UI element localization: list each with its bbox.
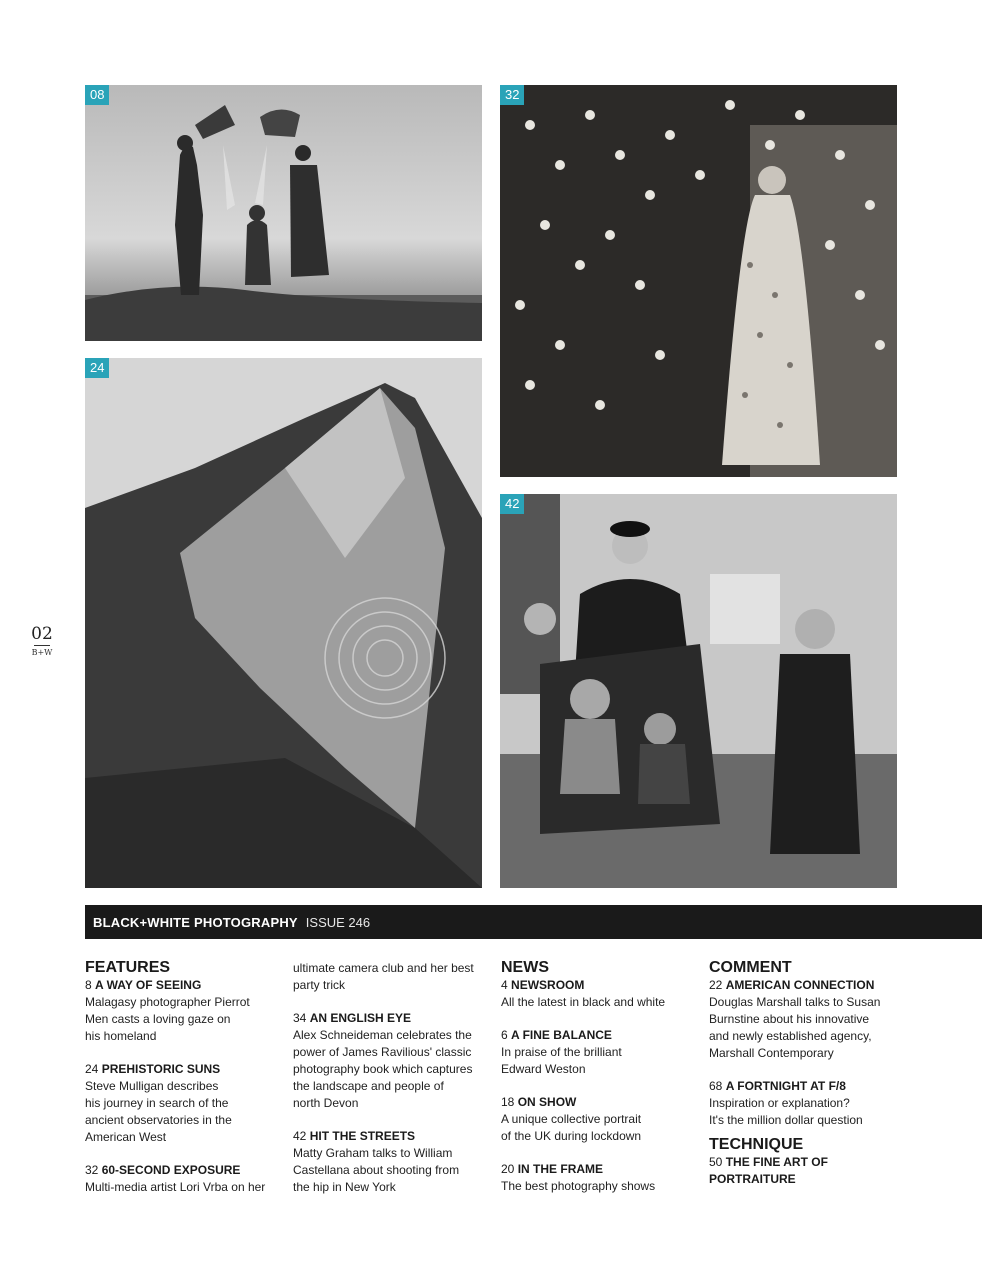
petroglyph-image [85, 358, 482, 888]
entry-title: A FINE BALANCE [511, 1028, 612, 1042]
entry-desc: The best photography shows [501, 1179, 656, 1193]
entry-desc: ultimate camera club and her best [293, 961, 474, 975]
masthead-bar [85, 905, 982, 939]
features-heading: FEATURES [85, 959, 171, 976]
page-badge: 42 [500, 494, 524, 514]
entry-title: ON SHOW [517, 1095, 577, 1109]
contents-entry[interactable] [293, 1010, 488, 1112]
entry-desc: Multi-media artist Lori Vrba on her [85, 1180, 266, 1194]
entry-desc: Alex Schneideman celebrates the [293, 1028, 472, 1042]
features-column-continued [293, 960, 488, 1212]
contents-entry[interactable] [501, 1027, 696, 1078]
entry-title: IN THE FRAME [517, 1162, 604, 1176]
entry-desc: Burnstine about his innovative [709, 1012, 870, 1026]
entry-desc: Steve Mulligan describes [85, 1079, 219, 1093]
entry-title: A WAY OF SEEING [95, 978, 202, 992]
entry-desc: Inspiration or explanation? [709, 1096, 850, 1110]
entry-page: 18 [501, 1095, 515, 1109]
entry-desc: Marshall Contemporary [709, 1046, 834, 1060]
contents-entry[interactable] [293, 1128, 488, 1196]
flower-dress-image [500, 85, 897, 477]
contents-entry[interactable] [85, 1061, 280, 1146]
entry-title: AN ENGLISH EYE [309, 1011, 412, 1025]
entry-page: 50 [709, 1155, 723, 1169]
contents-entry[interactable] [85, 977, 280, 1045]
comment-column [709, 958, 904, 1204]
entry-page: 6 [501, 1028, 508, 1042]
entry-desc: It's the million dollar question [709, 1113, 863, 1127]
contents-entry[interactable] [85, 1162, 280, 1196]
folio-mark: B+W [31, 648, 53, 657]
entry-desc: Men casts a loving gaze on [85, 1012, 231, 1026]
entry-desc: Matty Graham talks to William [293, 1146, 453, 1160]
entry-title: A FORTNIGHT AT F/8 [725, 1079, 846, 1093]
entry-desc: his journey in search of the [85, 1096, 229, 1110]
photo-petroglyph [85, 358, 482, 888]
contents-entry-continued [293, 960, 488, 994]
page-badge: 24 [85, 358, 109, 378]
page-badge: 08 [85, 85, 109, 105]
page-number: 02 [31, 624, 53, 644]
winnowing-image [85, 85, 482, 341]
page-folio [28, 625, 56, 657]
entry-desc: In praise of the brilliant [501, 1045, 622, 1059]
street-family-image [500, 494, 897, 888]
news-column [501, 958, 696, 1211]
entry-desc: his homeland [85, 1029, 157, 1043]
entry-desc: Castellana about shooting from [293, 1163, 460, 1177]
entry-page: 24 [85, 1062, 99, 1076]
entry-desc: All the latest in black and white [501, 995, 666, 1009]
contents-entry[interactable] [709, 1078, 904, 1129]
entry-title: NEWSROOM [511, 978, 585, 992]
entry-desc: and newly established agency, [709, 1029, 872, 1043]
entry-page: 22 [709, 978, 723, 992]
entry-desc: Malagasy photographer Pierrot [85, 995, 250, 1009]
entry-title: HIT THE STREETS [309, 1129, 416, 1143]
entry-title: PREHISTORIC SUNS [101, 1062, 221, 1076]
entry-page: 4 [501, 978, 508, 992]
photo-winnowing [85, 85, 482, 341]
entry-title-cont: PORTRAITURE [709, 1172, 796, 1186]
entry-page: 8 [85, 978, 92, 992]
entry-title: AMERICAN CONNECTION [725, 978, 875, 992]
comment-heading: COMMENT [709, 959, 792, 976]
entry-desc: photography book which captures [293, 1062, 473, 1076]
entry-page: 42 [293, 1129, 307, 1143]
entry-page: 68 [709, 1079, 723, 1093]
technique-heading: TECHNIQUE [709, 1136, 804, 1153]
contents-entry[interactable] [709, 1154, 904, 1188]
entry-desc: American West [85, 1130, 167, 1144]
entry-desc: ancient observatories in the [85, 1113, 232, 1127]
contents-entry[interactable] [501, 1161, 696, 1195]
entry-desc: Douglas Marshall talks to Susan [709, 995, 881, 1009]
photo-flower-dress [500, 85, 897, 477]
entry-desc: A unique collective portrait [501, 1112, 642, 1126]
page-badge: 32 [500, 85, 524, 105]
entry-title: THE FINE ART OF [725, 1155, 828, 1169]
magazine-title: BLACK+WHITE PHOTOGRAPHY [93, 914, 298, 930]
entry-title: 60-SECOND EXPOSURE [101, 1163, 241, 1177]
entry-desc: north Devon [293, 1096, 359, 1110]
contents-entry[interactable] [501, 977, 696, 1011]
photo-street-family [500, 494, 897, 888]
features-column [85, 958, 280, 1212]
entry-page: 32 [85, 1163, 99, 1177]
contents-entry[interactable] [709, 977, 904, 1062]
entry-desc: the hip in New York [293, 1180, 396, 1194]
folio-rule [34, 645, 50, 646]
contents-entry[interactable] [501, 1094, 696, 1145]
entry-desc: Edward Weston [501, 1062, 586, 1076]
entry-desc: of the UK during lockdown [501, 1129, 642, 1143]
entry-page: 34 [293, 1011, 307, 1025]
issue-number: ISSUE 246 [305, 914, 371, 930]
entry-desc: power of James Ravilious' classic [293, 1045, 472, 1059]
entry-page: 20 [501, 1162, 515, 1176]
news-heading: NEWS [501, 959, 549, 976]
entry-desc: the landscape and people of [293, 1079, 444, 1093]
entry-desc: party trick [293, 978, 346, 992]
